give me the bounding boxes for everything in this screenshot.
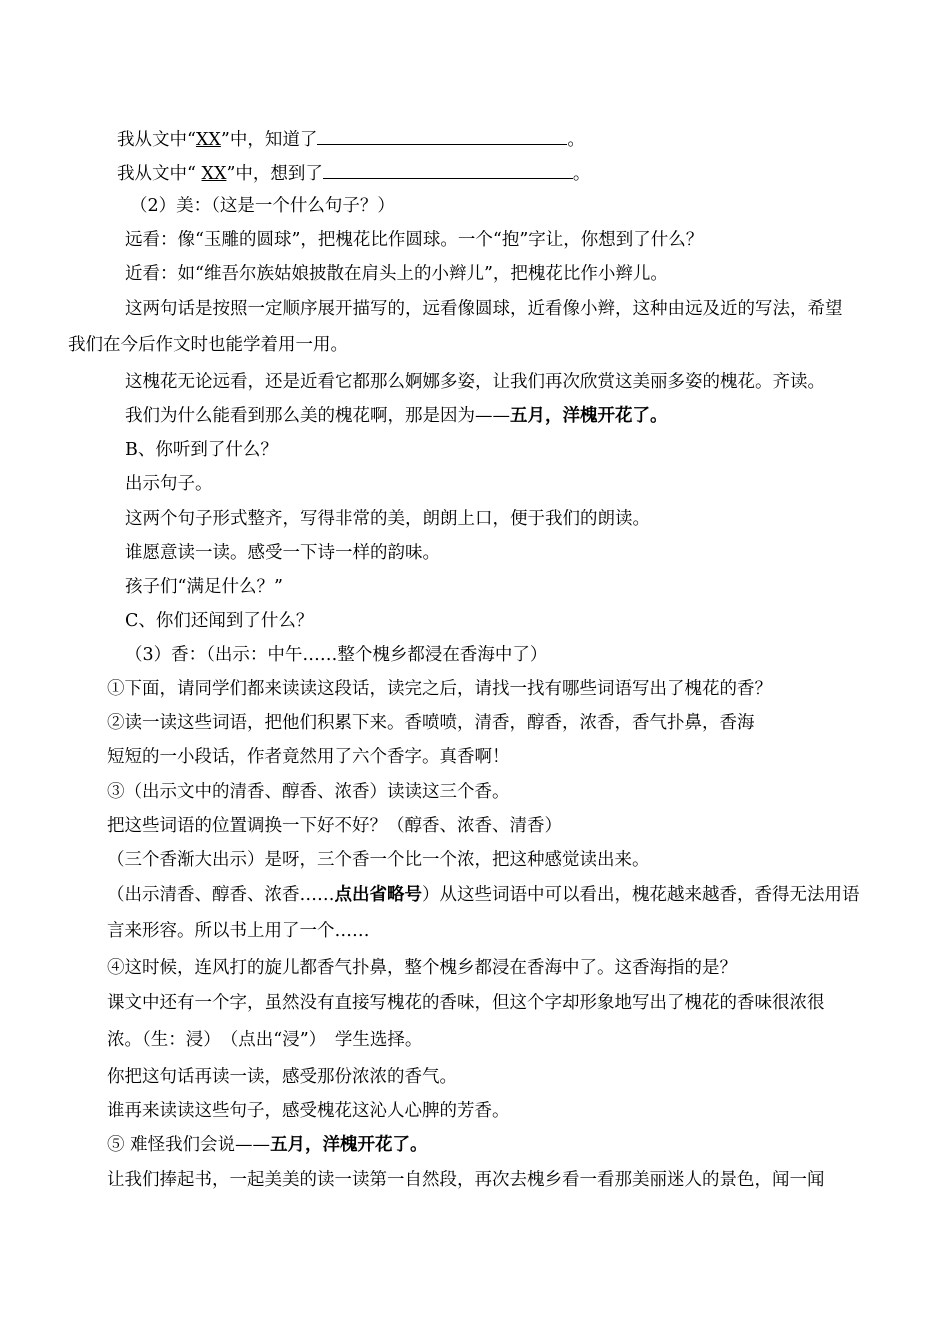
placeholder-xx: XX <box>201 164 227 184</box>
paragraph: 这两个句子形式整齐，写得非常的美，朗朗上口，便于我们的朗读。 <box>125 509 650 529</box>
key-sentence: 五月，洋槐开花了。 <box>510 406 668 426</box>
key-sentence: 五月，洋槐开花了。 <box>270 1135 428 1155</box>
paragraph: 浓。（生：浸） （点出“浸”） 学生选择。 <box>107 1030 423 1050</box>
sub-heading-b: B、你听到了什么？ <box>125 440 278 460</box>
fill-line-think: 我从文中“ XX”中，想到了 。 <box>117 160 590 186</box>
paragraph: 这槐花无论远看，还是近看它都那么婀娜多姿，让我们再次欣赏这美丽多姿的槐花。齐读。 <box>125 372 825 392</box>
paragraph: （三个香渐大出示）是呀，三个香一个比一个浓，把这种感觉读出来。 <box>107 850 650 870</box>
paragraph: 你把这句话再读一读，感受那份浓浓的香气。 <box>107 1067 457 1087</box>
paragraph: 我们为什么能看到那么美的槐花啊，那是因为——五月，洋槐开花了。 <box>125 406 668 426</box>
fill-line-know: 我从文中“XX”中，知道了 。 <box>117 126 585 152</box>
placeholder-xx: XX <box>195 130 221 150</box>
paragraph: 谁再来读读这些句子，感受槐花这沁人心脾的芳香。 <box>107 1101 510 1121</box>
paragraph: 课文中还有一个字，虽然没有直接写槐花的香味，但这个字却形象地写出了槐花的香味很浓很 <box>107 993 825 1013</box>
paragraph: 孩子们“满足什么？” <box>125 577 283 597</box>
answer-blank[interactable] <box>323 160 573 179</box>
paragraph: 把这些词语的位置调换一下好不好？（醇香、浓香、清香） <box>107 816 562 836</box>
paragraph: 让我们捧起书，一起美美的读一读第一自然段，再次去槐乡看一看那美丽迷人的景色，闻一闻 <box>107 1170 825 1190</box>
paragraph: 言来形容。所以书上用了一个…… <box>107 921 370 941</box>
paragraph: 出示句子。 <box>125 474 213 494</box>
paragraph: 远看：像“玉雕的圆球”，把槐花比作圆球。一个“抱”字让，你想到了什么？ <box>125 230 704 250</box>
sub-heading-c: C、你们还闻到了什么？ <box>125 611 314 631</box>
section-heading-fragrance: （3）香：（出示：中午……整个槐乡都浸在香海中了） <box>125 645 548 665</box>
paragraph: 我们在今后作文时也能学着用一用。 <box>68 335 348 355</box>
paragraph: 这两句话是按照一定顺序展开描写的，远看像圆球，近看像小辫，这种由远及近的写法，希望 <box>125 299 843 319</box>
paragraph: 谁愿意读一读。感受一下诗一样的韵味。 <box>125 543 440 563</box>
paragraph: 近看：如“维吾尔族姑娘披散在肩头上的小辫儿”，把槐花比作小辫儿。 <box>125 264 668 284</box>
emphasis-ellipsis: 点出省略号 <box>334 885 422 905</box>
paragraph: 短短的一小段话，作者竟然用了六个香字。真香啊！ <box>107 747 510 767</box>
paragraph: ⑤ 难怪我们会说——五月，洋槐开花了。 <box>107 1135 428 1155</box>
paragraph: ④这时候，连风打的旋儿都香气扑鼻，整个槐乡都浸在香海中了。这香海指的是？ <box>107 958 737 978</box>
section-heading-beauty: （2）美：（这是一个什么句子？） <box>130 196 395 216</box>
paragraph: （出示清香、醇香、浓香……点出省略号）从这些词语中可以看出，槐花越来越香，香得无法用语 <box>107 885 860 905</box>
paragraph: ②读一读这些词语，把他们积累下来。香喷喷，清香，醇香，浓香，香气扑鼻，香海 <box>107 713 755 733</box>
paragraph: ③（出示文中的清香、醇香、浓香）读读这三个香。 <box>107 782 510 802</box>
paragraph: ①下面，请同学们都来读读这段话，读完之后，请找一找有哪些词语写出了槐花的香？ <box>107 679 772 699</box>
answer-blank[interactable] <box>317 126 567 145</box>
